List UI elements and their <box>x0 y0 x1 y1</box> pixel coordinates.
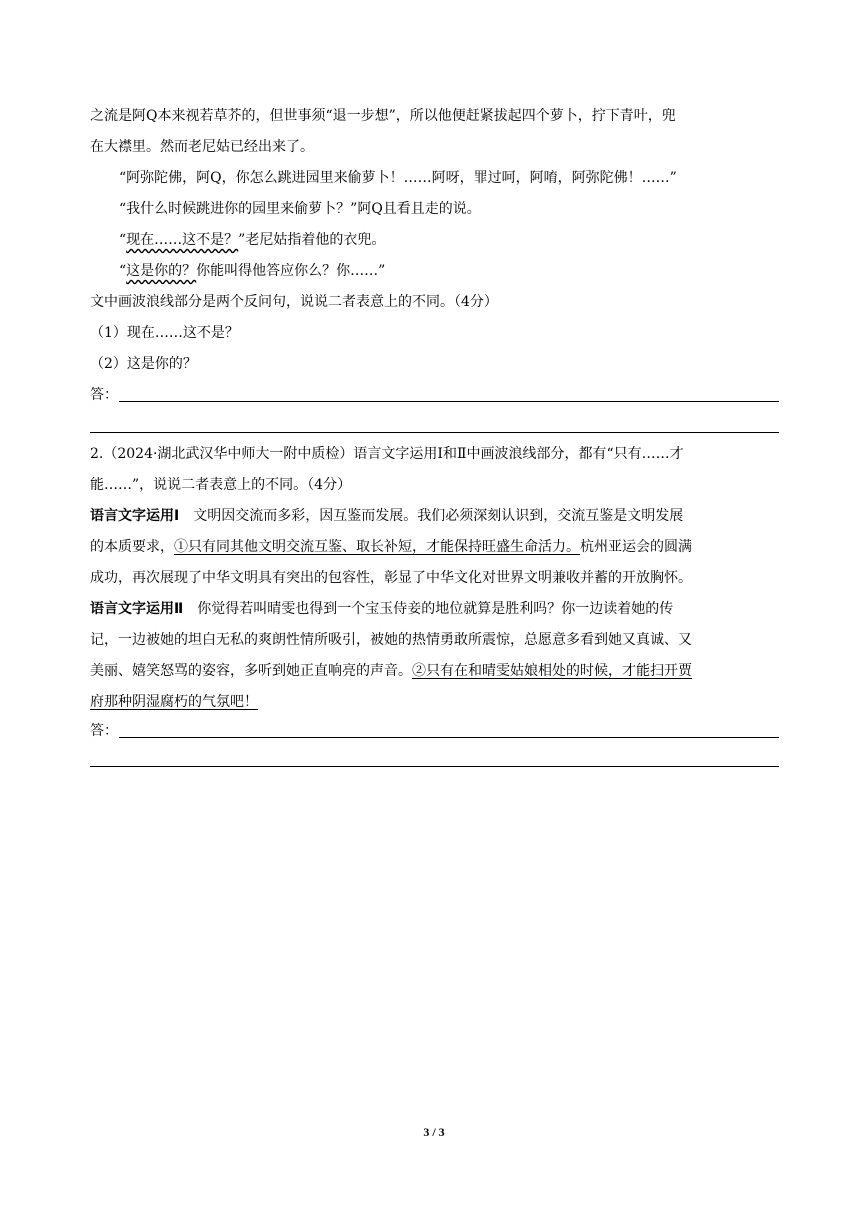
text-section-1 <box>90 506 780 526</box>
answer-line[interactable] <box>119 737 779 738</box>
quote-mark: “ <box>119 232 127 248</box>
quote-mark: “ <box>119 263 127 279</box>
answer-label: 答： <box>90 387 118 403</box>
wavy-underlined-phrase: 这是你的？ <box>126 263 197 279</box>
underlined-sentence: 府那种阴湿腐朽的气氛吧！ <box>90 694 258 710</box>
dialog-line: “我什么时候跳进你的园里来偷萝卜？”阿Q且看且走的说。 <box>119 201 481 217</box>
text-section-2-line <box>90 661 780 681</box>
question-item: （2）这是你的？ <box>90 356 197 372</box>
wavy-underlined-phrase: 现在……这不是？ <box>126 232 239 248</box>
answer-line[interactable] <box>90 766 779 767</box>
dialog-line: “阿弥陀佛，阿Q，你怎么跳进园里来偷萝卜！……阿呀，罪过呵，阿唷，阿弥陀佛！……” <box>119 170 677 186</box>
text-section-2-line <box>90 692 780 712</box>
passage-line: 在大襟里。然而老尼姑已经出来了。 <box>90 139 314 155</box>
dialog-line <box>119 230 809 250</box>
question-prompt: 文中画波浪线部分是两个反问句，说说二者表意上的不同。（4分） <box>90 294 498 310</box>
passage-line: 之流是阿Q本来视若草芥的，但世事须“退一步想”，所以他便赶紧拔起四个萝卜，拧下青叶，兜 <box>90 108 676 124</box>
answer-line[interactable] <box>119 401 779 402</box>
section-text: 杭州亚运会的圆满 <box>580 539 692 555</box>
question-prompt: 能……”，说说二者表意上的不同。（4分） <box>90 477 352 493</box>
underlined-sentence: ②只有在和晴雯姑娘相处的时候，才能扫开贾 <box>412 663 692 679</box>
text-section-1-line: 成功，再次展现了中华文明具有突出的包容性，彰显了中华文化对世界文明兼收并蓄的开放胸怀。 <box>90 570 692 586</box>
text-section-2 <box>90 599 780 619</box>
text-section-2-line: 记，一边被她的坦白无私的爽朗性情所吸引，被她的热情勇敢所震惊，总愿意多看到她又真诚、又 <box>90 632 692 648</box>
question-prompt: 2.（2024·湖北武汉华中师大一附中质检）语言文字运用Ⅰ和Ⅱ中画波浪线部分，都有“只有……才 <box>90 446 684 462</box>
section-label: 语言文字运用Ⅱ <box>90 601 184 617</box>
section-text: 你觉得若叫晴雯也得到一个宝玉侍妾的地位就算是胜利吗？你一边读着她的传 <box>197 601 674 617</box>
section-label: 语言文字运用Ⅰ <box>90 508 180 524</box>
section-text: 的本质要求， <box>90 539 174 555</box>
text-section-1-line <box>90 537 780 557</box>
page-number: 3 / 3 <box>423 1125 445 1139</box>
section-text: 美丽、嬉笑怒骂的姿容，多听到她正直响亮的声音。 <box>90 663 412 679</box>
answer-line[interactable] <box>90 432 779 433</box>
dialog-text: ”老尼姑指着他的衣兜。 <box>238 232 386 248</box>
section-text: 文明因交流而多彩，因互鉴而发展。我们必须深刻认识到，交流互鉴是文明发展 <box>193 508 684 524</box>
dialog-line <box>119 261 809 281</box>
underlined-sentence: ①只有同其他文明交流互鉴、取长补短，才能保持旺盛生命活力。 <box>174 539 580 555</box>
question-item: （1）现在……这不是？ <box>90 325 239 341</box>
answer-label: 答： <box>90 723 118 739</box>
dialog-text: 你能叫得他答应你么？你……” <box>196 263 386 279</box>
